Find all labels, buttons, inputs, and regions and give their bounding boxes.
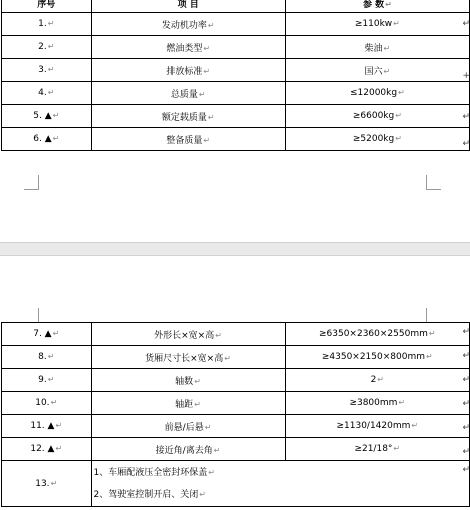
margin-paragraph-mark: ↵ [462,327,470,337]
row-param-cell[interactable]: ≥4350×2150×800mm↵ [285,346,469,369]
margin-paragraph-mark: ↵ [462,447,470,457]
margin-paragraph-mark: ↵ [462,399,470,409]
description-line: 1、车厢配液压全密封环保盖↵ [93,467,215,478]
row-param-cell[interactable]: ≥6600kg↵ [285,105,469,128]
description-line: 2、驾驶室控制开启、关闭↵ [93,489,206,500]
spec-table-part-1 [1,0,470,151]
table-row [2,392,470,415]
spec-table-part-2 [1,322,470,507]
table-row [2,461,470,507]
row-index-cell[interactable]: 1.↵ [2,13,92,36]
table-row [2,323,470,346]
row-item-cell[interactable]: 燃油类型↵ [91,36,285,59]
margin-plus-mark: + [462,71,470,81]
margin-paragraph-mark: ↵ [462,375,470,385]
row-item-cell[interactable]: 轴距↵ [91,392,285,415]
margin-paragraph-mark: ↵ [462,351,470,361]
row-item-cell[interactable]: 发动机功率↵ [91,13,285,36]
row-index-cell[interactable]: 12. ▲↵ [2,438,92,461]
margin-paragraph-mark: ↵ [462,423,470,433]
row-param-cell[interactable]: ≥5200kg↵ [285,128,469,151]
row-index-cell[interactable]: 11. ▲↵ [2,415,92,438]
row-item-cell[interactable]: 额定载质量↵ [91,105,285,128]
row-item-cell[interactable]: 货厢尺寸长×宽×高↵ [91,346,285,369]
table-row [2,369,470,392]
row-index-cell[interactable]: 2.↵ [2,36,92,59]
row-param-cell[interactable]: 2↵ [285,369,469,392]
table-row [2,415,470,438]
table-row [2,105,470,128]
row-index-cell[interactable]: 6. ▲↵ [2,128,92,151]
table-row [2,438,470,461]
header-cell-param[interactable]: 参 数↵ [285,0,469,13]
row-index-cell[interactable]: 5. ▲↵ [2,105,92,128]
row-item-cell[interactable]: 整备质量↵ [91,128,285,151]
row-item-cell[interactable]: 外形长×宽×高↵ [91,323,285,346]
page-corner-mark [426,175,441,190]
row-param-cell[interactable]: 国六↵ [285,59,469,82]
table-row [2,36,470,59]
row-index-cell[interactable]: 4.↵ [2,82,92,105]
page-corner-mark [24,175,39,190]
header-cell-item[interactable]: 项 目 [91,0,285,13]
row-index-cell[interactable]: 10.↵ [2,392,92,415]
row-index-cell[interactable]: 13.↵ [2,461,92,507]
row-item-cell[interactable]: 排放标准↵ [91,59,285,82]
row-param-cell[interactable]: ≥1130/1420mm↵ [285,415,469,438]
row-index-cell[interactable]: 3.↵ [2,59,92,82]
row-param-cell[interactable]: ≥6350×2360×2550mm↵ [285,323,469,346]
table-row [2,13,470,36]
table-row [2,346,470,369]
row-index-cell[interactable]: 9.↵ [2,369,92,392]
table-row [2,128,470,151]
table-row [2,59,470,82]
table-header-row [2,0,470,13]
document-page-1 [0,0,470,242]
margin-paragraph-mark: ↵ [462,112,470,122]
margin-paragraph-mark: ↵ [462,19,470,29]
page-corner-mark [24,308,39,322]
row-item-cell[interactable]: 轴数↵ [91,369,285,392]
row-param-cell[interactable]: ≥110kw↵ [285,13,469,36]
row-item-cell[interactable]: 总质量↵ [91,82,285,105]
row-param-cell[interactable]: ≥3800mm↵ [285,392,469,415]
row-index-cell[interactable]: 7. ▲↵ [2,323,92,346]
row-item-cell[interactable]: 接近角/离去角↵ [91,438,285,461]
row-description-cell[interactable] [91,461,469,507]
margin-paragraph-mark: ↵ [462,139,470,149]
row-index-cell[interactable]: 8.↵ [2,346,92,369]
document-page-2 [0,256,470,510]
margin-paragraph-mark: ↵ [462,465,470,475]
page-corner-mark [426,308,441,322]
row-param-cell[interactable]: ≥21/18°↵ [285,438,469,461]
table-row [2,82,470,105]
header-cell-index[interactable]: 序号 [2,0,92,13]
page-separator [0,242,470,256]
row-param-cell[interactable]: 柴油↵ [285,36,469,59]
row-param-cell[interactable]: ≤12000kg↵ [285,82,469,105]
row-item-cell[interactable]: 前悬/后悬↵ [91,415,285,438]
